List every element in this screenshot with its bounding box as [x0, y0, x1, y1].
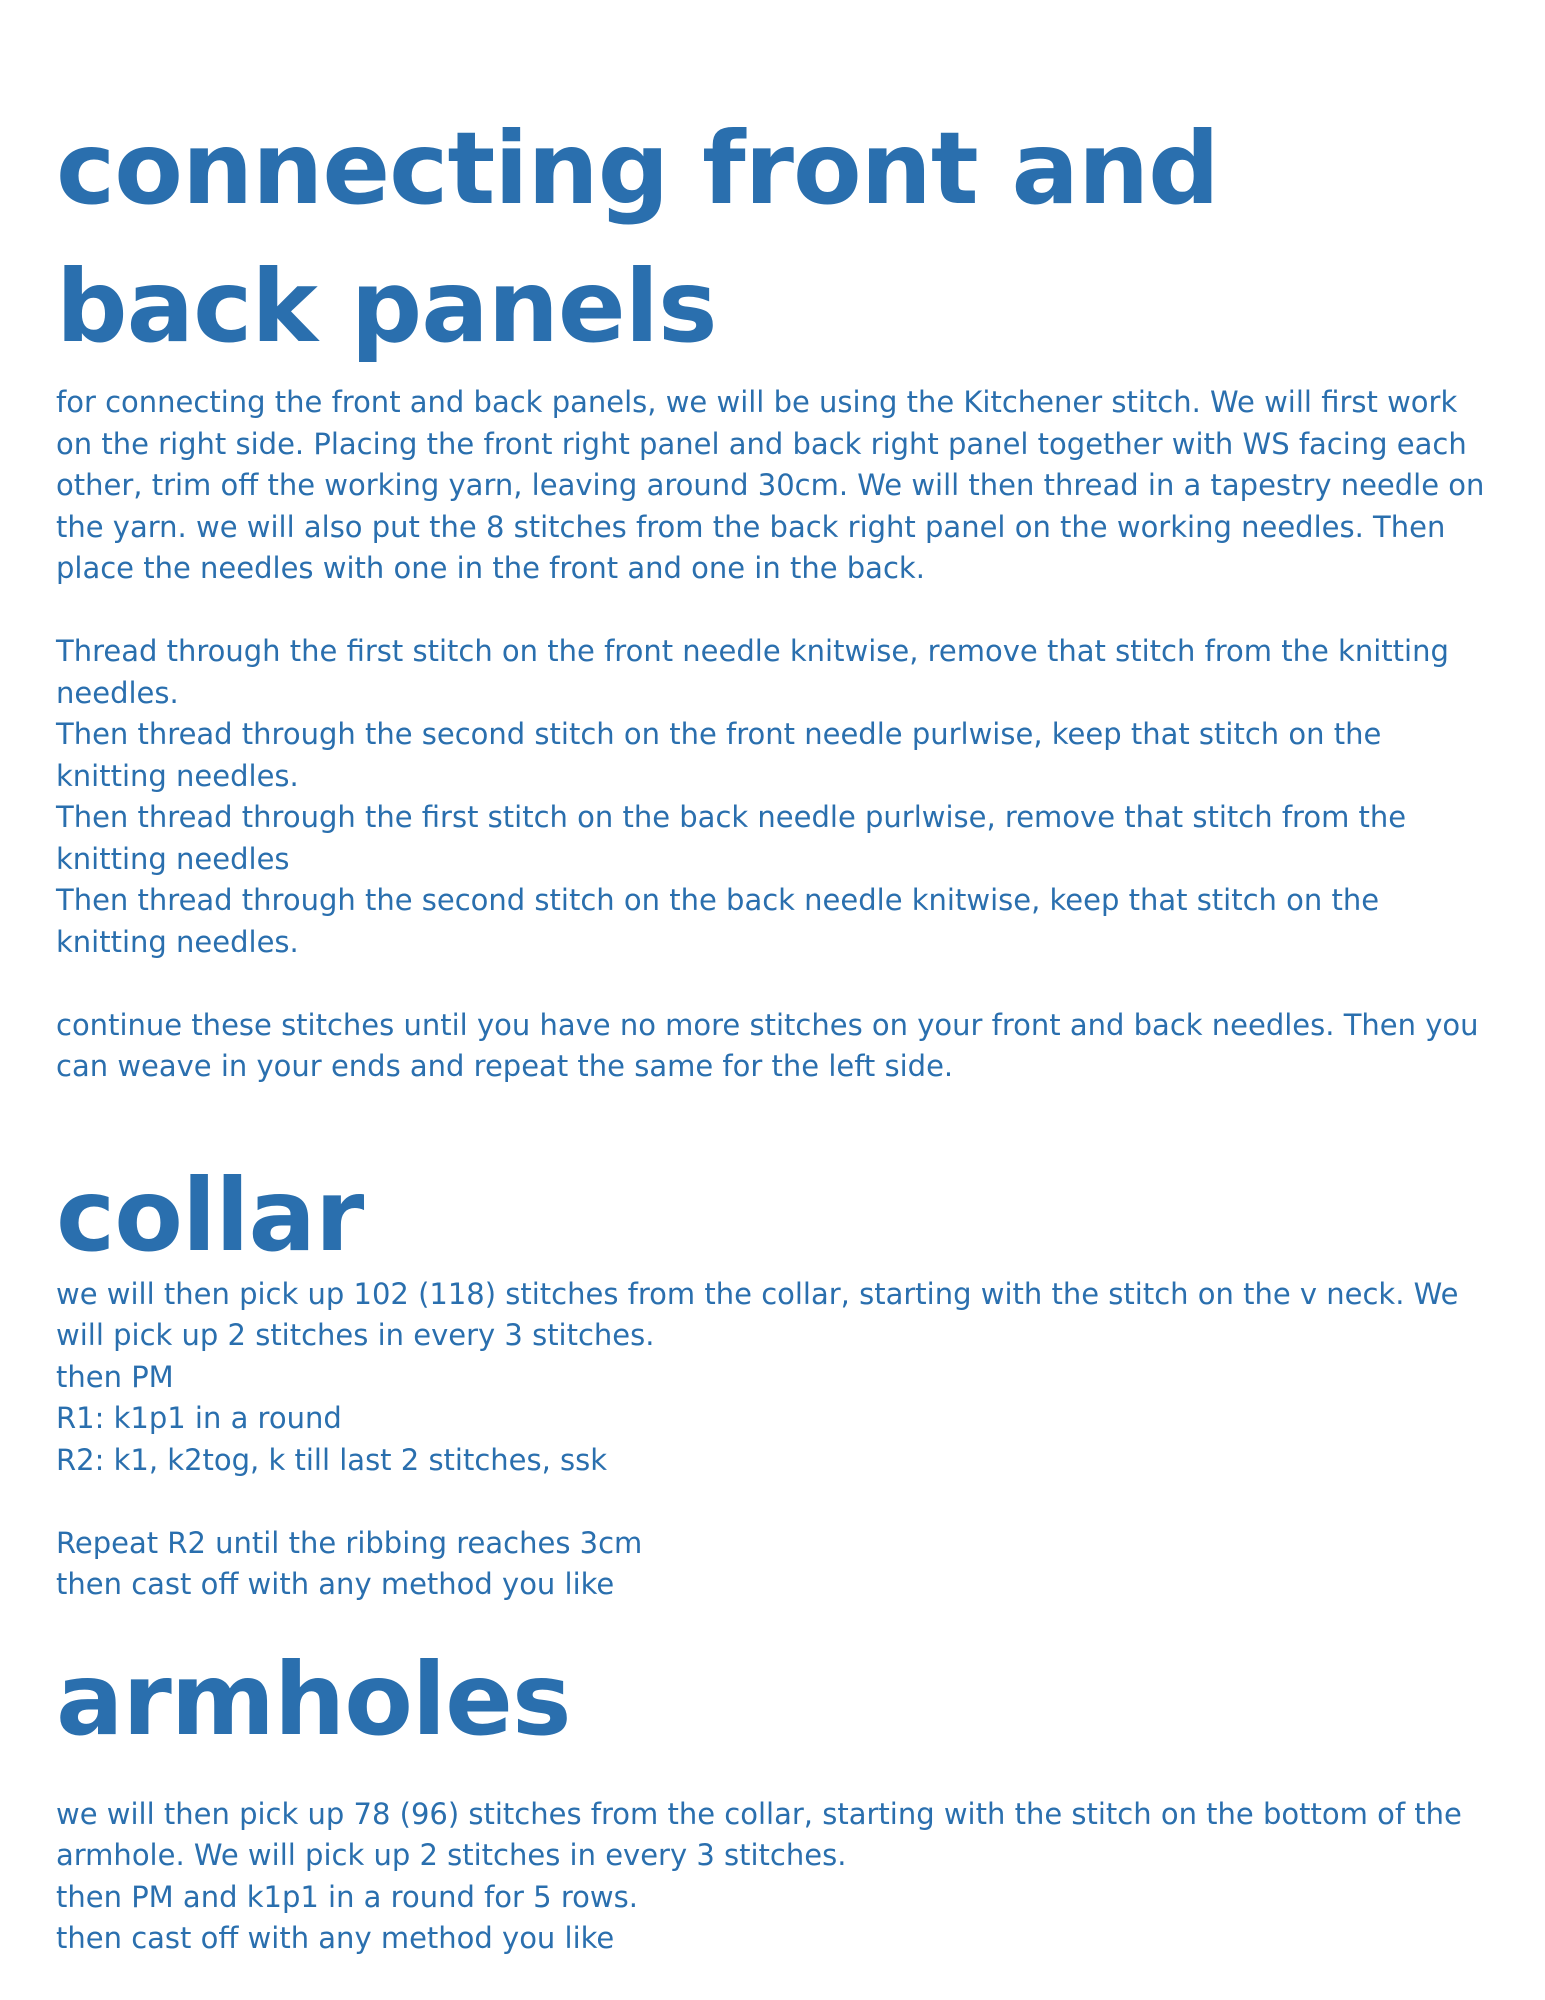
armholes-line-3: then cast off with any method you like	[56, 1921, 615, 1955]
collar-line-2: then PM	[56, 1359, 174, 1394]
collar-line-3: R1: k1p1 in a round	[56, 1401, 342, 1435]
armholes-section-body	[56, 1794, 1496, 1960]
kitchener-step-3: Then thread through the first stitch on the back needle purlwise, remove that stitch from the knitting needles	[56, 800, 1407, 876]
connecting-section-body	[56, 382, 1496, 1088]
collar-section-body	[56, 1274, 1496, 1606]
connecting-intro-paragraph: for connecting the front and back panels, we will be using the Kitchener stitch. We will first work on the right side. Placing the front right panel and back right panel together with WS facing each other, trim off the working yarn, leaving around 30cm. We will then thread in a tapestry needle on the yarn. we will also put the 8 stitches from the back right panel on the working needles. Then place the needles with one in the front and one in the back.	[56, 385, 1485, 585]
armholes-line-1: we will then pick up 78 (96) stitches from the collar, starting with the stitch on the bottom of the armhole. We will pick up 2 stitches in every 3 stitches.	[56, 1796, 1462, 1872]
paragraph-gap	[56, 1481, 1496, 1523]
heading-collar: collar	[56, 1156, 364, 1274]
connecting-closing-paragraph: continue these stitches until you have no more stitches on your front and back needles. Then you can weave in your ends and repeat the same for the left side.	[56, 1007, 1479, 1083]
kitchener-step-2: Then thread through the second stitch on the front needle purlwise, keep that stitch on the knitting needles.	[56, 717, 1382, 793]
heading-armholes: armholes	[56, 1640, 571, 1758]
paragraph-gap	[56, 963, 1496, 1005]
collar-line-1: we will then pick up 102 (118) stitches from the collar, starting with the stitch on the v neck. We will pick up 2 stitches in every 3 stitches.	[56, 1276, 1459, 1352]
collar-line-6: then cast off with any method you like	[56, 1567, 615, 1601]
kitchener-step-1: Thread through the first stitch on the front needle knitwise, remove that stitch from the knitting needles.	[56, 634, 1449, 710]
collar-line-4: R2: k1, k2tog, k till last 2 stitches, ssk	[56, 1442, 608, 1477]
heading-connecting-panels: connecting front and back panels	[56, 110, 1219, 365]
armholes-line-2: then PM and k1p1 in a round for 5 rows.	[56, 1879, 638, 1914]
collar-line-5: Repeat R2 until the ribbing reaches 3cm	[56, 1525, 643, 1560]
kitchener-step-4: Then thread through the second stitch on the back needle knitwise, keep that stitch on the knitting needles.	[56, 883, 1380, 959]
paragraph-gap	[56, 590, 1496, 632]
document-page	[56, 100, 1496, 1960]
